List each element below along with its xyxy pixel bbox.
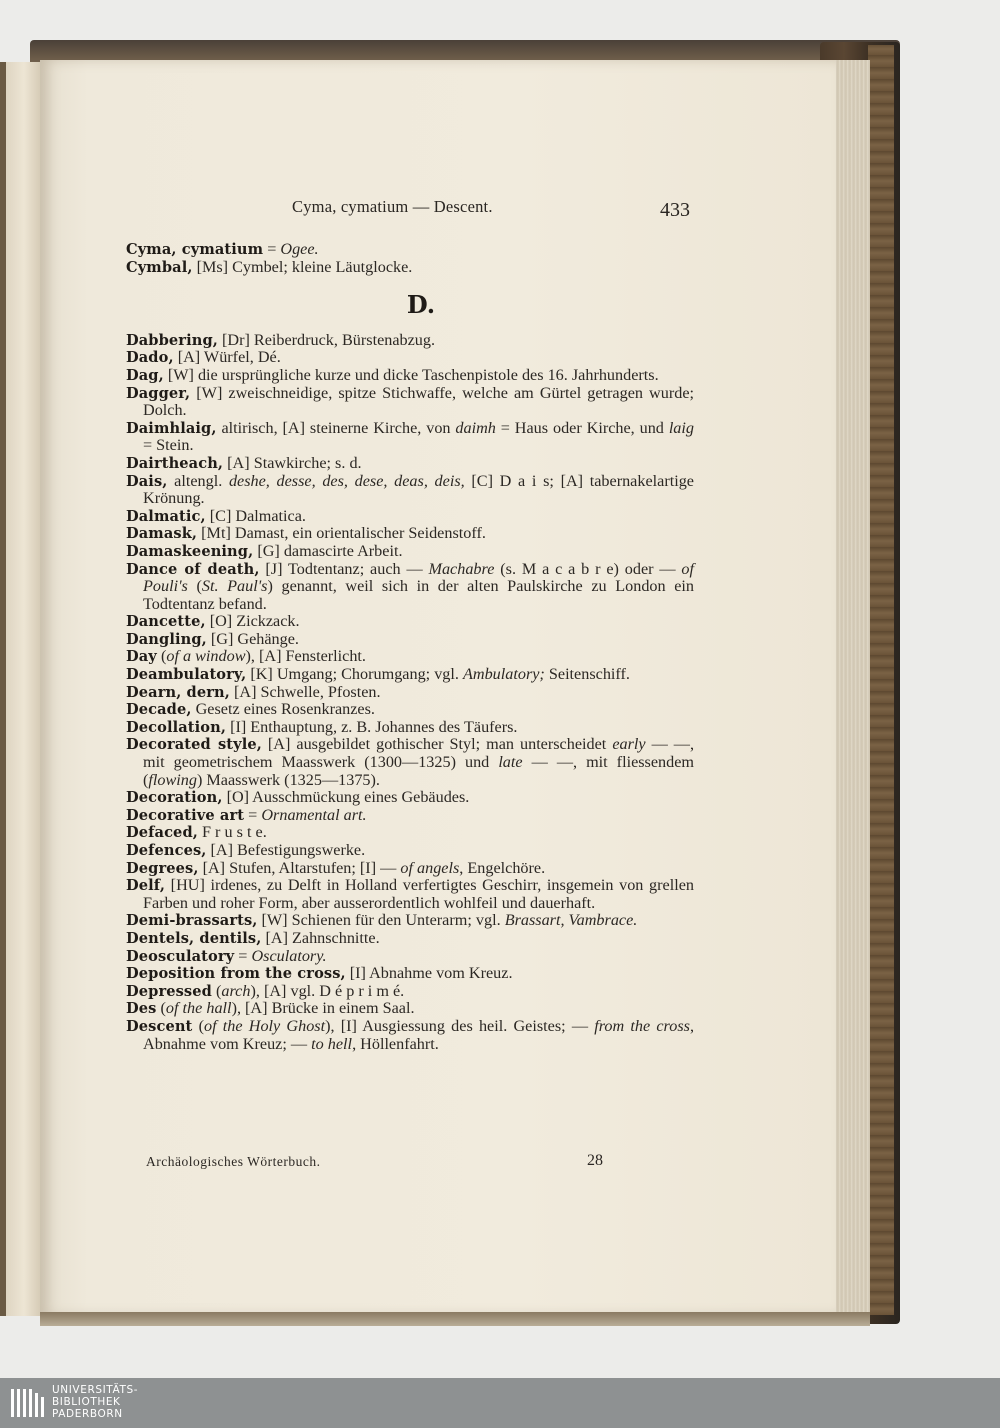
library-logo-icon — [8, 1383, 48, 1423]
entry-definition: [A] Stawkirche; s. d. — [223, 453, 362, 472]
entry-definition: [K] Umgang; Chorumgang; vgl. Ambulatory; Seitenschiff. — [246, 665, 630, 684]
library-name — [52, 1384, 138, 1420]
dictionary-entry — [126, 613, 694, 631]
page-bottom-shadow — [40, 1312, 870, 1326]
entry-headword: Dance of death, — [126, 560, 260, 578]
entry-headword: Dancette, — [126, 613, 206, 631]
entry-headword: Day — [126, 648, 157, 666]
entry-headword: Delf, — [126, 877, 166, 895]
entry-definition: (arch), [A] vgl. D é p r i m é. — [211, 981, 405, 1000]
dictionary-entry — [126, 1018, 694, 1053]
entry-headword: Dag, — [126, 366, 164, 384]
running-head: Cyma, cymatium — Descent. — [292, 197, 493, 216]
entry-headword: Dado, — [126, 349, 174, 367]
entry-headword: Dangling, — [126, 630, 207, 648]
entry-definition: [J] Todtentanz; auch — Machabre (s. M a c a b r e) oder — of Pouli's (St. Paul's) genannt, weil sich in der alten Paulskirche zu London ein Todtentanz befand. — [143, 559, 694, 613]
dictionary-entry — [126, 332, 694, 350]
page-number: 433 — [660, 199, 690, 221]
dictionary-entry — [126, 367, 694, 385]
library-banner — [0, 1378, 1000, 1428]
entry-headword: Decade, — [126, 701, 192, 719]
dictionary-entries — [126, 241, 694, 1053]
entry-definition: [G] Gehänge. — [206, 629, 299, 648]
entry-definition: [A] Schwelle, Pfosten. — [229, 682, 381, 701]
entry-headword: Deosculatory — [126, 947, 235, 965]
dictionary-entry — [126, 473, 694, 508]
entry-definition: [I] Enthauptung, z. B. Johannes des Täufers. — [226, 717, 518, 736]
entry-definition: [W] zweischneidige, spitze Stichwaffe, welche am Gürtel getragen wurde; Dolch. — [143, 383, 694, 420]
dictionary-entry — [126, 241, 694, 259]
entry-headword: Damask, — [126, 525, 198, 543]
entry-headword: Decorative art — [126, 806, 245, 824]
dictionary-entry — [126, 877, 694, 912]
entry-definition: [I] Abnahme vom Kreuz. — [345, 964, 513, 983]
dictionary-entry — [126, 719, 694, 737]
entry-headword: Dalmatic, — [126, 507, 206, 525]
entry-headword: Decorated style, — [126, 736, 262, 754]
library-name-line1: UNIVERSITÄTS- — [52, 1384, 139, 1396]
entry-definition: altirisch, [A] steinerne Kirche, von daimh = Haus oder Kirche, und laig = Stein. — [143, 418, 694, 455]
dictionary-entry — [126, 983, 694, 1001]
entry-headword: Dentels, dentils, — [126, 929, 262, 947]
entry-definition: = Ogee. — [263, 240, 319, 258]
dictionary-entry — [126, 508, 694, 526]
entry-headword: Decoration, — [126, 789, 223, 807]
entry-headword: Cymbal, — [126, 258, 193, 276]
entry-definition: Gesetz eines Rosenkranzes. — [191, 700, 375, 719]
entry-definition: [W] Schienen für den Unterarm; vgl. Brassart, Vambrace. — [257, 911, 638, 930]
left-cover-edge — [0, 62, 6, 1316]
entry-definition: (of a window), [A] Fensterlicht. — [156, 647, 366, 666]
entry-definition: F r u s t e. — [197, 823, 267, 842]
dictionary-entry — [126, 930, 694, 948]
page-footer — [146, 1153, 606, 1171]
dictionary-entry — [126, 455, 694, 473]
dictionary-entry — [126, 631, 694, 649]
entry-headword: Dagger, — [126, 384, 191, 402]
entry-definition: [O] Zickzack. — [205, 612, 300, 631]
dictionary-entry — [126, 807, 694, 825]
entry-definition: [HU] irdenes, zu Delft in Holland verfertigtes Geschirr, insgemein von grellen Farben und roher Form, aber ausserordentlich wohlfeil und dauerhaft. — [143, 876, 694, 912]
book-cover-edge — [868, 45, 894, 1315]
entry-definition: [A] ausgebildet gothischer Styl; man unterscheidet early — —, mit geometrischem Maasswerk (1300—1325) und late — —, mit fliessendem (flowing) Maasswerk (1325—1375). — [143, 735, 695, 789]
dictionary-entry — [126, 561, 694, 614]
entry-definition: [Mt] Damast, ein orientalischer Seidenstoff. — [197, 524, 486, 543]
entry-definition: [Ms] Cymbel; kleine Läutglocke. — [192, 257, 413, 276]
entry-definition: [Dr] Reiberdruck, Bürstenabzug. — [217, 330, 436, 349]
dictionary-entry — [126, 736, 694, 789]
dictionary-entry — [126, 385, 694, 420]
footer-signature: Archäologisches Wörterbuch. — [146, 1154, 321, 1169]
dictionary-entry — [126, 648, 694, 666]
entry-headword: Cyma, cymatium — [126, 241, 264, 258]
entry-headword: Defences, — [126, 842, 207, 859]
entry-definition: (of the hall), [A] Brücke in einem Saal. — [156, 999, 415, 1018]
entry-definition: [W] die ursprüngliche kurze und dicke Taschenpistole des 16. Jahrhunderts. — [163, 365, 659, 384]
entry-headword: Descent — [126, 1017, 193, 1035]
dictionary-entry — [126, 420, 694, 455]
dictionary-entry — [126, 860, 694, 878]
entry-headword: Deambulatory, — [126, 666, 247, 684]
entry-headword: Dabbering, — [126, 331, 218, 349]
entry-definition: [A] Stufen, Altarstufen; [I] — of angels, Engelchöre. — [198, 858, 546, 877]
dictionary-entry — [126, 1000, 694, 1018]
dictionary-entry — [126, 684, 694, 702]
entry-definition: (of the Holy Ghost), [I] Ausgiessung des heil. Geistes; — from the cross, Abnahme vom Kreuz; — to hell, Höllenfahrt. — [143, 1016, 694, 1053]
dictionary-entry — [126, 965, 694, 983]
dictionary-entry — [126, 912, 694, 930]
entry-headword: Degrees, — [126, 859, 199, 877]
dictionary-entry — [126, 842, 694, 860]
entry-definition: [A] Würfel, Dé. — [173, 348, 281, 367]
dictionary-entry — [126, 948, 694, 966]
entry-definition: altengl. deshe, desse, des, dese, deas, deis, [C] D a i s; [A] tabernakelartige Krönung. — [143, 471, 694, 508]
footer-sheet-number: 28 — [587, 1152, 603, 1169]
dictionary-entry — [126, 349, 694, 367]
entry-definition: [A] Befestigungswerke. — [206, 841, 366, 859]
dictionary-entry — [126, 666, 694, 684]
entry-definition: = Osculatory. — [234, 946, 327, 965]
entry-headword: Dairtheach, — [126, 454, 224, 472]
dictionary-entry — [126, 789, 694, 807]
entry-headword: Decollation, — [126, 718, 227, 736]
entry-definition: [C] Dalmatica. — [205, 506, 306, 525]
dictionary-entry — [126, 824, 694, 842]
entry-headword: Depressed — [126, 982, 212, 1000]
section-letter: D. — [406, 290, 436, 320]
entry-definition: [O] Ausschmückung eines Gebäudes. — [222, 788, 470, 807]
dictionary-entry — [126, 259, 694, 277]
dictionary-entry — [126, 543, 694, 561]
entry-headword: Demi-brassarts, — [126, 912, 258, 930]
dictionary-entry — [126, 525, 694, 543]
entry-headword: Des — [126, 1000, 157, 1018]
entry-headword: Defaced, — [126, 824, 198, 842]
entry-headword: Deposition from the cross, — [126, 965, 346, 983]
entry-definition: [A] Zahnschnitte. — [261, 928, 380, 947]
entry-headword: Daimhlaig, — [126, 419, 217, 437]
library-name-line3: PADERBORN — [52, 1408, 123, 1420]
entry-headword: Dearn, dern, — [126, 683, 230, 701]
entry-headword: Damaskeening, — [126, 542, 254, 560]
library-name-line2: BIBLIOTHEK — [52, 1396, 121, 1408]
dictionary-entry — [126, 701, 694, 719]
entry-headword: Dais, — [126, 472, 168, 490]
entry-definition: [G] damascirte Arbeit. — [253, 541, 403, 560]
entry-definition: = Ornamental art. — [244, 805, 367, 824]
